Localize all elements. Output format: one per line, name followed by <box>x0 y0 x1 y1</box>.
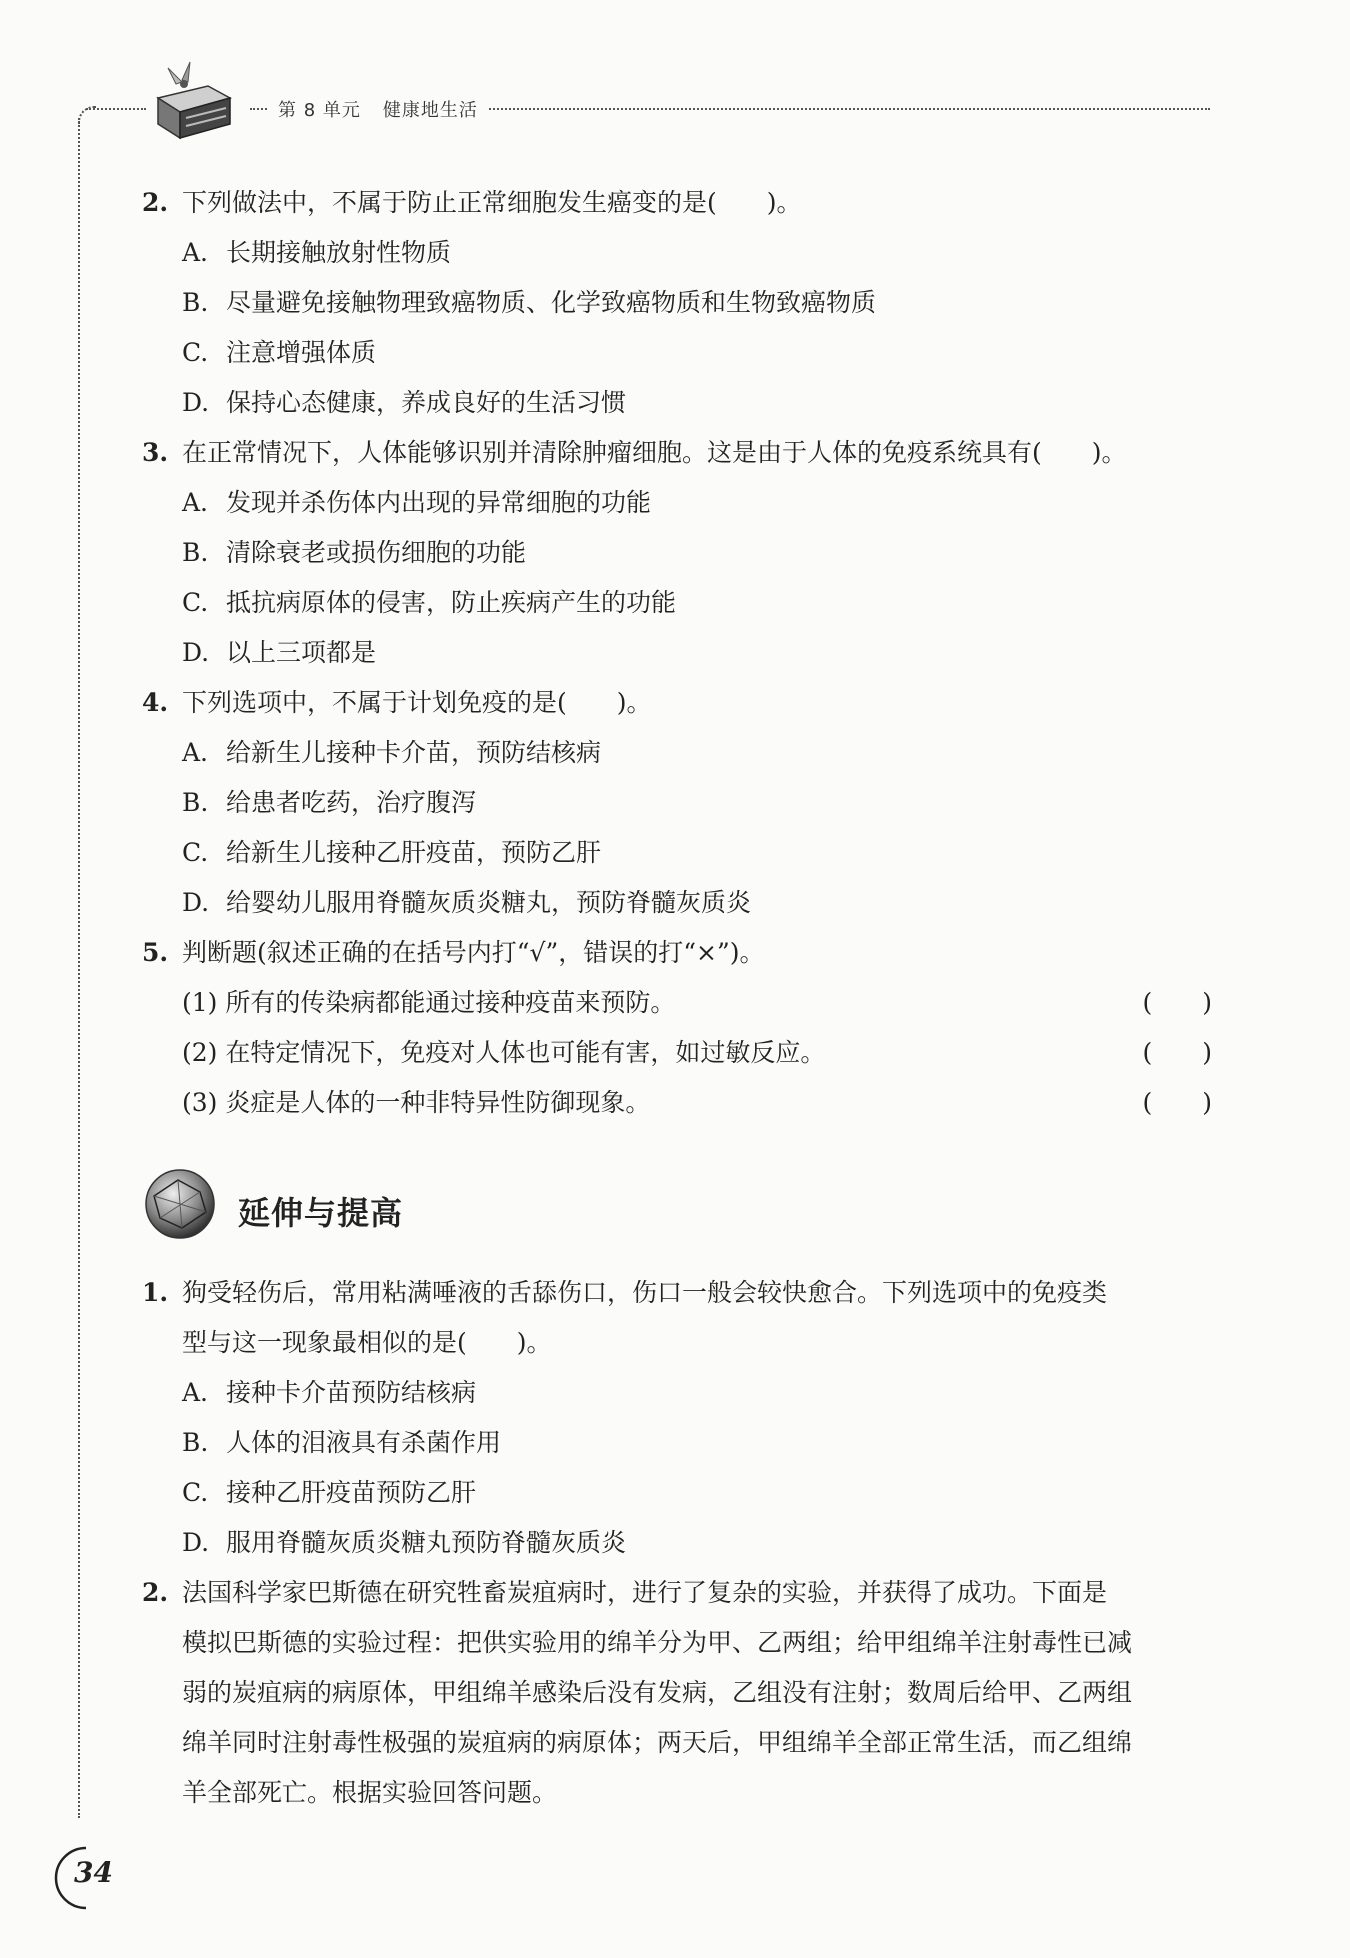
option-c <box>142 578 1212 628</box>
option-text: 接种乙肝疫苗预防乙肝 <box>226 1478 477 1507</box>
option-b <box>142 278 1212 328</box>
section-header <box>142 1166 542 1246</box>
option-d <box>142 878 1212 928</box>
option-c <box>142 1468 1212 1518</box>
left-dotted-rule <box>78 118 80 1818</box>
question-stem-continued: 弱的炭疽病的病原体，甲组绵羊感染后没有发病，乙组没有注射；数周后给甲、乙两组 <box>182 1678 1133 1707</box>
option-label: B. <box>182 1428 209 1457</box>
header-dotted-rule-left <box>86 108 146 110</box>
question-stem: 判断题(叙述正确的在括号内打“√”，错误的打“×”)。 <box>182 938 765 967</box>
header-title <box>268 96 488 122</box>
crystal-ball-icon <box>142 1166 218 1242</box>
option-label: D. <box>182 638 210 667</box>
option-text: 尽量避免接触物理致癌物质、化学致癌物质和生物致癌物质 <box>226 288 877 317</box>
judge-text: 在特定情况下，免疫对人体也可能有害，如过敏反应。 <box>225 1038 826 1067</box>
answer-blank[interactable]: ( ) <box>1142 988 1212 1017</box>
question-stem: 狗受轻伤后，常用粘满唾液的舌舔伤口，伤口一般会较快愈合。下列选项中的免疫类 <box>182 1278 1108 1307</box>
question-5 <box>142 928 1212 978</box>
question-3 <box>142 428 1212 478</box>
page-number-badge <box>46 1842 116 1912</box>
option-text: 给婴幼儿服用脊髓灰质炎糖丸，预防脊髓灰质炎 <box>226 888 752 917</box>
judge-item-2 <box>142 1028 1212 1078</box>
option-text: 长期接触放射性物质 <box>226 238 452 267</box>
extension-question-2 <box>142 1568 1212 1618</box>
option-label: B. <box>182 288 209 317</box>
question-stem: 下列做法中，不属于防止正常细胞发生癌变的是( )。 <box>182 188 802 217</box>
option-label: D. <box>182 888 210 917</box>
question-stem: 下列选项中，不属于计划免疫的是( )。 <box>182 688 652 717</box>
option-text: 保持心态健康，养成良好的生活习惯 <box>226 388 627 417</box>
option-c <box>142 328 1212 378</box>
option-label: B. <box>182 788 209 817</box>
option-b <box>142 778 1212 828</box>
extension-question-list <box>142 1268 1212 1818</box>
judge-item-3 <box>142 1078 1212 1128</box>
option-text: 发现并杀伤体内出现的异常细胞的功能 <box>226 488 652 517</box>
option-text: 给新生儿接种乙肝疫苗，预防乙肝 <box>226 838 602 867</box>
option-d <box>142 1518 1212 1568</box>
question-stem-continued: 绵羊同时注射毒性极强的炭疽病的病原体；两天后，甲组绵羊全部正常生活，而乙组绵 <box>182 1728 1133 1757</box>
option-text: 接种卡介苗预防结核病 <box>226 1378 477 1407</box>
option-label: B. <box>182 538 209 567</box>
judge-text: 所有的传染病都能通过接种疫苗来预防。 <box>225 988 676 1017</box>
option-text: 给新生儿接种卡介苗，预防结核病 <box>226 738 602 767</box>
extension-question-1 <box>142 1268 1212 1318</box>
option-text: 人体的泪液具有杀菌作用 <box>226 1428 502 1457</box>
judge-text: 炎症是人体的一种非特异性防御现象。 <box>225 1088 651 1117</box>
option-label: D. <box>182 388 210 417</box>
option-b <box>142 1418 1212 1468</box>
unit-title: 健康地生活 <box>382 100 478 121</box>
answer-blank[interactable]: ( ) <box>1142 1038 1212 1067</box>
option-b <box>142 528 1212 578</box>
question-stem: 在正常情况下，人体能够识别并清除肿瘤细胞。这是由于人体的免疫系统具有( )。 <box>182 438 1127 467</box>
question-number: 3. <box>142 438 169 467</box>
question-number: 2. <box>142 1578 169 1607</box>
question-stem-continued: 羊全部死亡。根据实验回答问题。 <box>182 1778 558 1807</box>
judge-label: (2) <box>182 1038 218 1067</box>
option-label: A. <box>182 738 209 767</box>
question-number: 5. <box>142 938 169 967</box>
option-text: 给患者吃药，治疗腹泻 <box>226 788 477 817</box>
option-label: C. <box>182 588 209 617</box>
option-label: C. <box>182 1478 209 1507</box>
option-label: A. <box>182 238 209 267</box>
judge-label: (3) <box>182 1088 218 1117</box>
option-text: 注意增强体质 <box>226 338 377 367</box>
option-a <box>142 1368 1212 1418</box>
option-label: C. <box>182 838 209 867</box>
option-text: 以上三项都是 <box>226 638 377 667</box>
unit-label: 第 8 单元 <box>278 100 361 121</box>
option-a <box>142 228 1212 278</box>
option-label: C. <box>182 338 209 367</box>
question-stem-continued: 模拟巴斯德的实验过程：把供实验用的绵羊分为甲、乙两组；给甲组绵羊注射毒性已减 <box>182 1628 1133 1657</box>
page-number: 34 <box>74 1856 113 1889</box>
judge-label: (1) <box>182 988 218 1017</box>
question-number: 4. <box>142 688 169 717</box>
question-list <box>142 178 1212 1128</box>
option-c <box>142 828 1212 878</box>
option-label: A. <box>182 1378 209 1407</box>
question-4 <box>142 678 1212 728</box>
option-d <box>142 378 1212 428</box>
question-stem-continued: 型与这一现象最相似的是( )。 <box>182 1328 552 1357</box>
option-label: D. <box>182 1528 210 1557</box>
question-number: 1. <box>142 1278 169 1307</box>
option-text: 服用脊髓灰质炎糖丸预防脊髓灰质炎 <box>226 1528 627 1557</box>
question-number: 2. <box>142 188 169 217</box>
unit-logo-icon <box>138 58 238 148</box>
option-text: 抵抗病原体的侵害，防止疾病产生的功能 <box>226 588 677 617</box>
option-label: A. <box>182 488 209 517</box>
judge-item-1 <box>142 978 1212 1028</box>
option-a <box>142 728 1212 778</box>
answer-blank[interactable]: ( ) <box>1142 1088 1212 1117</box>
option-a <box>142 478 1212 528</box>
option-d <box>142 628 1212 678</box>
question-2 <box>142 178 1212 228</box>
option-text: 清除衰老或损伤细胞的功能 <box>226 538 527 567</box>
question-stem: 法国科学家巴斯德在研究牲畜炭疽病时，进行了复杂的实验，并获得了成功。下面是 <box>182 1578 1108 1607</box>
section-title: 延伸与提高 <box>238 1194 404 1232</box>
